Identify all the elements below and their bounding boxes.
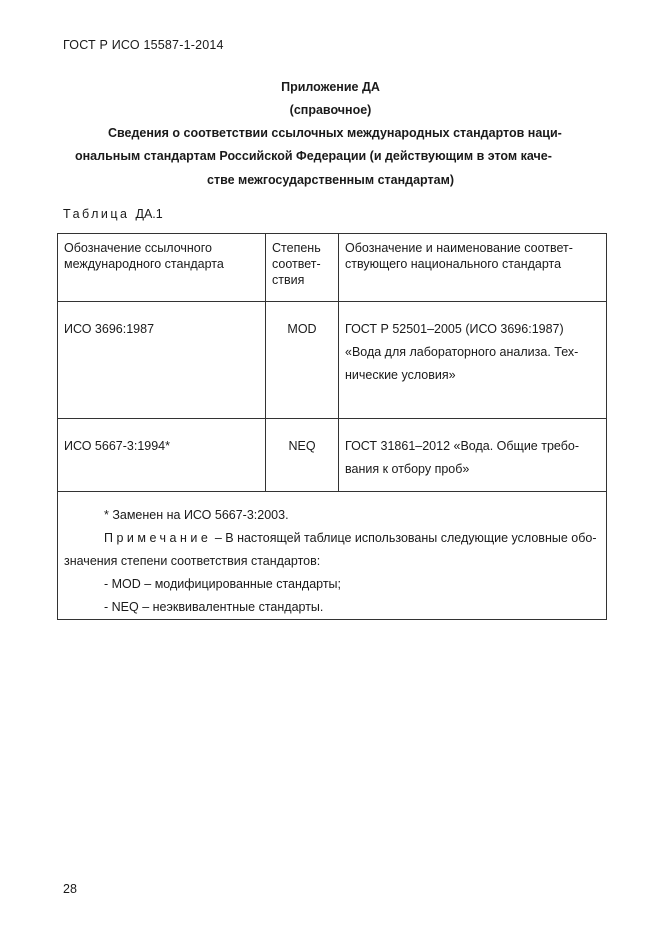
column-header-national-line1: Обозначение и наименование соответ- — [345, 241, 573, 255]
correspondence-table — [57, 233, 607, 620]
cell-degree: NEQ — [266, 419, 339, 492]
document-header: ГОСТ Р ИСО 15587-1-2014 — [63, 38, 224, 52]
table-row — [58, 302, 607, 419]
table-row — [58, 419, 607, 492]
appendix-title: Приложение ДА — [281, 80, 380, 94]
cell-ref: ИСО 3696:1987 — [58, 302, 266, 419]
column-header-degree-line2: соответ- — [272, 257, 321, 271]
column-header-ref — [58, 234, 266, 302]
appendix-heading-line1: Сведения о соответствии ссылочных международных стандартов наци- — [108, 126, 562, 140]
column-header-degree — [266, 234, 339, 302]
column-header-national — [339, 234, 607, 302]
note-label: Примечание — [104, 531, 212, 545]
footnote: * Заменен на ИСО 5667-3:2003. — [104, 508, 289, 522]
cell-national-line2: вания к отбору проб» — [345, 462, 470, 476]
table-label-number: ДА.1 — [135, 207, 163, 221]
table-footer-row — [58, 492, 607, 620]
cell-national-line2: «Вода для лабораторного анализа. Тех- — [345, 345, 579, 359]
cell-degree: MOD — [266, 302, 339, 419]
cell-national-line1: ГОСТ 31861–2012 «Вода. Общие требо- — [345, 439, 579, 453]
table-label — [63, 207, 163, 221]
page-number: 28 — [63, 882, 77, 896]
legend-neq: - NEQ – неэквивалентные стандарты. — [104, 600, 324, 614]
column-header-ref-line1: Обозначение ссылочного — [64, 241, 212, 255]
note-line2: значения степени соответствия стандартов: — [64, 554, 321, 568]
cell-national-line3: нические условия» — [345, 368, 456, 382]
table-header-row — [58, 234, 607, 302]
note-line1 — [64, 527, 600, 550]
column-header-ref-line2: международного стандарта — [64, 257, 224, 271]
appendix-subtitle: (справочное) — [289, 103, 372, 117]
note-text: – В настоящей таблице использованы следующие условные обо- — [211, 531, 597, 545]
table-label-word: Таблица — [63, 207, 130, 221]
appendix-heading-line2: ональным стандартам Российской Федерации (и действующим в этом каче- — [75, 149, 552, 163]
appendix-heading-line3: стве межгосударственным стандартам) — [207, 173, 454, 187]
cell-national — [339, 302, 607, 419]
table-notes — [58, 492, 607, 620]
cell-ref: ИСО 5667-3:1994* — [58, 419, 266, 492]
cell-national — [339, 419, 607, 492]
column-header-national-line2: ствующего национального стандарта — [345, 257, 562, 271]
column-header-degree-line3: ствия — [272, 273, 305, 287]
column-header-degree-line1: Степень — [272, 241, 321, 255]
cell-national-line1: ГОСТ Р 52501–2005 (ИСО 3696:1987) — [345, 322, 564, 336]
legend-mod: - MOD – модифицированные стандарты; — [104, 577, 342, 591]
